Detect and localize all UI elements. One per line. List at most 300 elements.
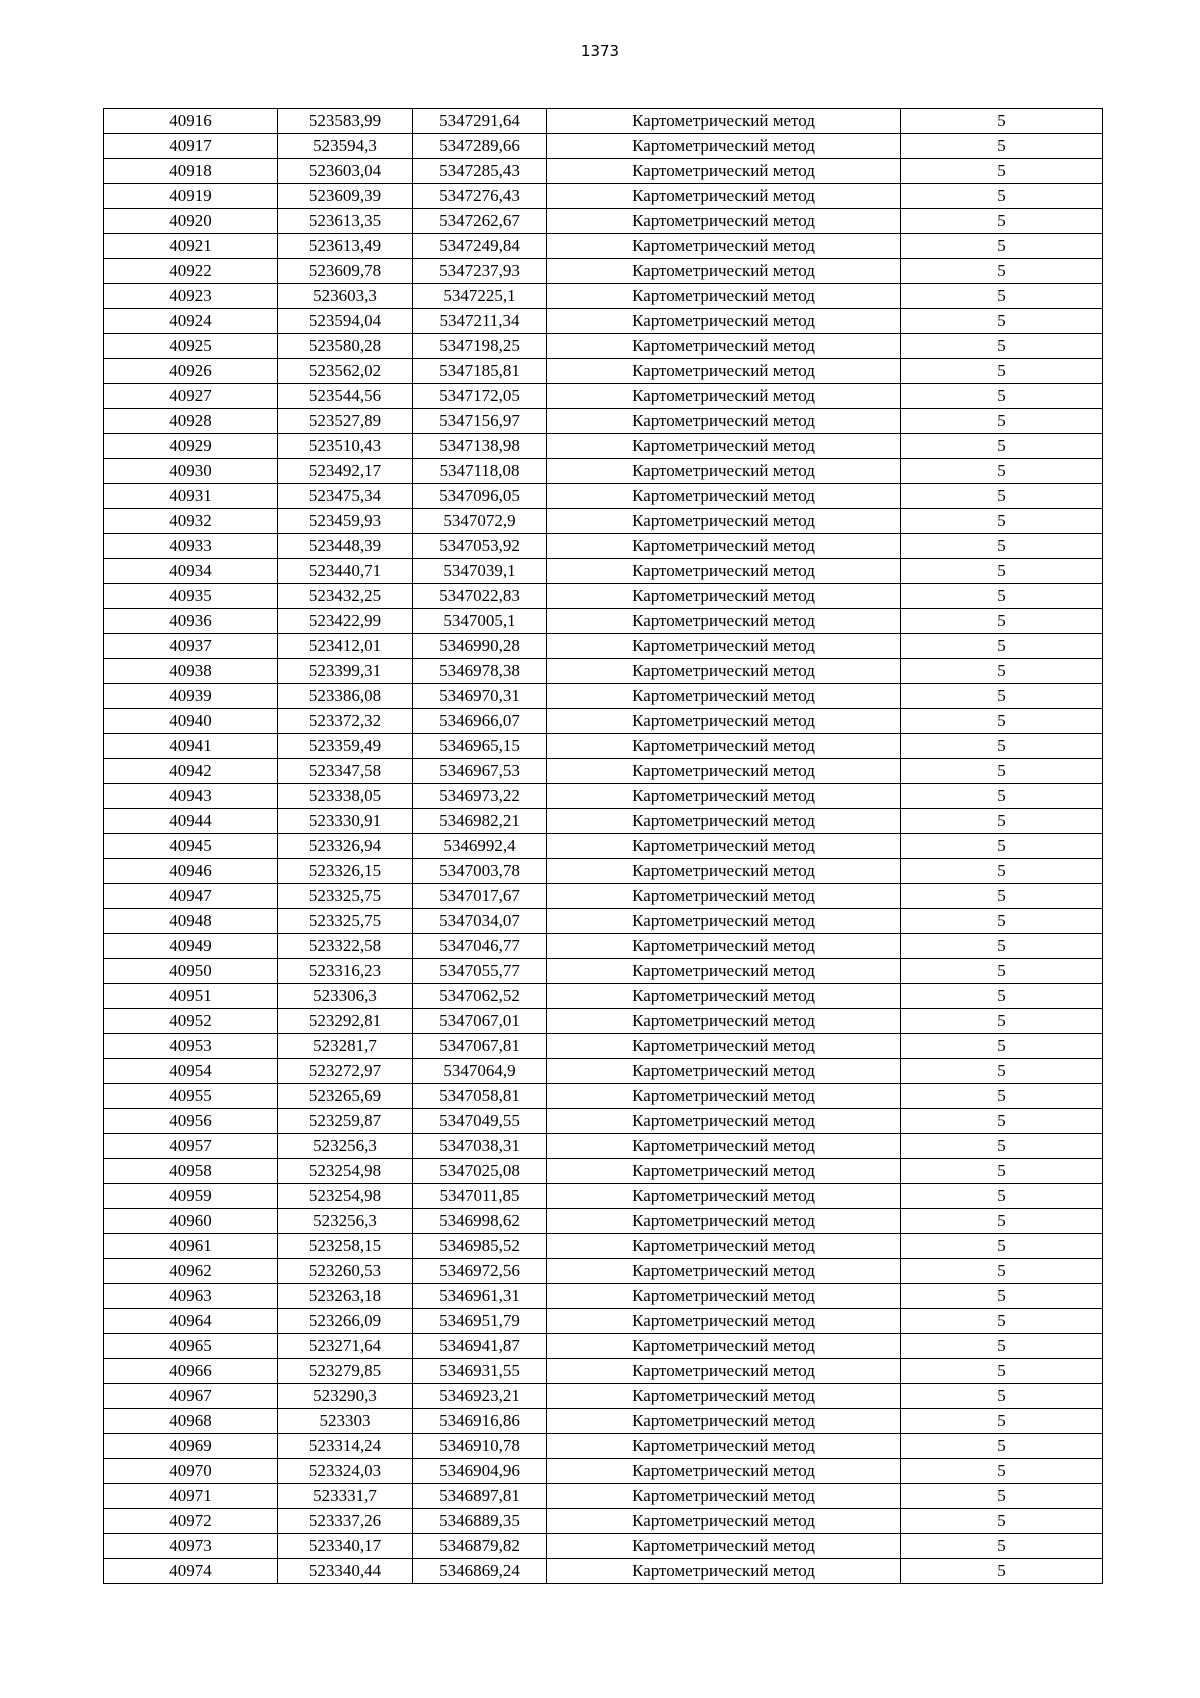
x-coordinate-cell: 523290,3 [278,1384,413,1409]
x-coordinate-cell: 523331,7 [278,1484,413,1509]
y-coordinate-cell: 5346916,86 [413,1409,547,1434]
x-coordinate-cell: 523272,97 [278,1059,413,1084]
x-coordinate-cell: 523340,44 [278,1559,413,1584]
table-row [104,409,1103,434]
method-cell: Картометрический метод [547,1134,901,1159]
table-row [104,834,1103,859]
method-cell: Картометрический метод [547,784,901,809]
accuracy-cell: 5 [901,584,1103,609]
x-coordinate-cell: 523583,99 [278,109,413,134]
y-coordinate-cell: 5347249,84 [413,234,547,259]
table-row [104,1209,1103,1234]
point-number-cell: 40924 [104,309,278,334]
method-cell: Картометрический метод [547,409,901,434]
y-coordinate-cell: 5346923,21 [413,1384,547,1409]
y-coordinate-cell: 5347053,92 [413,534,547,559]
accuracy-cell: 5 [901,384,1103,409]
x-coordinate-cell: 523386,08 [278,684,413,709]
accuracy-cell: 5 [901,734,1103,759]
method-cell: Картометрический метод [547,559,901,584]
x-coordinate-cell: 523580,28 [278,334,413,359]
y-coordinate-cell: 5347198,25 [413,334,547,359]
point-number-cell: 40952 [104,1009,278,1034]
x-coordinate-cell: 523292,81 [278,1009,413,1034]
accuracy-cell: 5 [901,309,1103,334]
point-number-cell: 40948 [104,909,278,934]
y-coordinate-cell: 5347049,55 [413,1109,547,1134]
point-number-cell: 40927 [104,384,278,409]
point-number-cell: 40939 [104,684,278,709]
table-row [104,759,1103,784]
y-coordinate-cell: 5347289,66 [413,134,547,159]
x-coordinate-cell: 523609,39 [278,184,413,209]
accuracy-cell: 5 [901,409,1103,434]
y-coordinate-cell: 5347022,83 [413,584,547,609]
accuracy-cell: 5 [901,534,1103,559]
accuracy-cell: 5 [901,459,1103,484]
table-row [104,1509,1103,1534]
table-row [104,1034,1103,1059]
x-coordinate-cell: 523338,05 [278,784,413,809]
x-coordinate-cell: 523303 [278,1409,413,1434]
y-coordinate-cell: 5346965,15 [413,734,547,759]
y-coordinate-cell: 5347072,9 [413,509,547,534]
x-coordinate-cell: 523256,3 [278,1209,413,1234]
x-coordinate-cell: 523432,25 [278,584,413,609]
accuracy-cell: 5 [901,909,1103,934]
accuracy-cell: 5 [901,434,1103,459]
method-cell: Картометрический метод [547,809,901,834]
y-coordinate-cell: 5347038,31 [413,1134,547,1159]
accuracy-cell: 5 [901,759,1103,784]
point-number-cell: 40950 [104,959,278,984]
point-number-cell: 40936 [104,609,278,634]
accuracy-cell: 5 [901,1034,1103,1059]
table-row [104,1434,1103,1459]
point-number-cell: 40949 [104,934,278,959]
table-row [104,459,1103,484]
table-row [104,609,1103,634]
method-cell: Картометрический метод [547,1084,901,1109]
y-coordinate-cell: 5346992,4 [413,834,547,859]
point-number-cell: 40972 [104,1509,278,1534]
x-coordinate-cell: 523326,15 [278,859,413,884]
accuracy-cell: 5 [901,1509,1103,1534]
y-coordinate-cell: 5346904,96 [413,1459,547,1484]
method-cell: Картометрический метод [547,284,901,309]
point-number-cell: 40938 [104,659,278,684]
table-row [104,509,1103,534]
point-number-cell: 40964 [104,1309,278,1334]
method-cell: Картометрический метод [547,1159,901,1184]
point-number-cell: 40931 [104,484,278,509]
y-coordinate-cell: 5346998,62 [413,1209,547,1234]
accuracy-cell: 5 [901,1384,1103,1409]
method-cell: Картометрический метод [547,1284,901,1309]
point-number-cell: 40965 [104,1334,278,1359]
table-row [104,234,1103,259]
x-coordinate-cell: 523440,71 [278,559,413,584]
point-number-cell: 40943 [104,784,278,809]
method-cell: Картометрический метод [547,609,901,634]
point-number-cell: 40919 [104,184,278,209]
point-number-cell: 40920 [104,209,278,234]
table-row [104,1484,1103,1509]
table-row [104,784,1103,809]
x-coordinate-cell: 523603,04 [278,159,413,184]
method-cell: Картометрический метод [547,209,901,234]
point-number-cell: 40916 [104,109,278,134]
x-coordinate-cell: 523316,23 [278,959,413,984]
method-cell: Картометрический метод [547,259,901,284]
x-coordinate-cell: 523322,58 [278,934,413,959]
x-coordinate-cell: 523281,7 [278,1034,413,1059]
x-coordinate-cell: 523527,89 [278,409,413,434]
method-cell: Картометрический метод [547,1184,901,1209]
table-row [104,1184,1103,1209]
accuracy-cell: 5 [901,659,1103,684]
y-coordinate-cell: 5346889,35 [413,1509,547,1534]
x-coordinate-cell: 523475,34 [278,484,413,509]
y-coordinate-cell: 5347039,1 [413,559,547,584]
x-coordinate-cell: 523326,94 [278,834,413,859]
method-cell: Картометрический метод [547,109,901,134]
table-row [104,884,1103,909]
x-coordinate-cell: 523265,69 [278,1084,413,1109]
table-row [104,1409,1103,1434]
y-coordinate-cell: 5347025,08 [413,1159,547,1184]
y-coordinate-cell: 5346931,55 [413,1359,547,1384]
accuracy-cell: 5 [901,984,1103,1009]
method-cell: Картометрический метод [547,1509,901,1534]
method-cell: Картометрический метод [547,1434,901,1459]
accuracy-cell: 5 [901,284,1103,309]
accuracy-cell: 5 [901,934,1103,959]
accuracy-cell: 5 [901,234,1103,259]
x-coordinate-cell: 523422,99 [278,609,413,634]
table-row [104,684,1103,709]
y-coordinate-cell: 5347285,43 [413,159,547,184]
x-coordinate-cell: 523266,09 [278,1309,413,1334]
x-coordinate-cell: 523256,3 [278,1134,413,1159]
point-number-cell: 40934 [104,559,278,584]
point-number-cell: 40937 [104,634,278,659]
table-row [104,259,1103,284]
accuracy-cell: 5 [901,184,1103,209]
y-coordinate-cell: 5346973,22 [413,784,547,809]
accuracy-cell: 5 [901,159,1103,184]
method-cell: Картометрический метод [547,1384,901,1409]
point-number-cell: 40957 [104,1134,278,1159]
accuracy-cell: 5 [901,784,1103,809]
point-number-cell: 40971 [104,1484,278,1509]
y-coordinate-cell: 5346897,81 [413,1484,547,1509]
y-coordinate-cell: 5347172,05 [413,384,547,409]
table-row [104,559,1103,584]
method-cell: Картометрический метод [547,734,901,759]
y-coordinate-cell: 5347118,08 [413,459,547,484]
point-number-cell: 40955 [104,1084,278,1109]
y-coordinate-cell: 5346966,07 [413,709,547,734]
point-number-cell: 40921 [104,234,278,259]
accuracy-cell: 5 [901,884,1103,909]
table-row [104,1384,1103,1409]
accuracy-cell: 5 [901,834,1103,859]
table-row [104,1134,1103,1159]
x-coordinate-cell: 523603,3 [278,284,413,309]
table-row [104,984,1103,1009]
accuracy-cell: 5 [901,1309,1103,1334]
accuracy-cell: 5 [901,1234,1103,1259]
method-cell: Картометрический метод [547,884,901,909]
x-coordinate-cell: 523412,01 [278,634,413,659]
accuracy-cell: 5 [901,1284,1103,1309]
accuracy-cell: 5 [901,1259,1103,1284]
table-row [104,1159,1103,1184]
accuracy-cell: 5 [901,1359,1103,1384]
accuracy-cell: 5 [901,1109,1103,1134]
x-coordinate-cell: 523259,87 [278,1109,413,1134]
accuracy-cell: 5 [901,134,1103,159]
x-coordinate-cell: 523594,3 [278,134,413,159]
x-coordinate-cell: 523594,04 [278,309,413,334]
point-number-cell: 40956 [104,1109,278,1134]
table-row [104,359,1103,384]
x-coordinate-cell: 523279,85 [278,1359,413,1384]
method-cell: Картометрический метод [547,1534,901,1559]
accuracy-cell: 5 [901,1334,1103,1359]
table-row [104,534,1103,559]
y-coordinate-cell: 5346972,56 [413,1259,547,1284]
method-cell: Картометрический метод [547,484,901,509]
point-number-cell: 40944 [104,809,278,834]
x-coordinate-cell: 523399,31 [278,659,413,684]
accuracy-cell: 5 [901,1084,1103,1109]
accuracy-cell: 5 [901,1434,1103,1459]
method-cell: Картометрический метод [547,984,901,1009]
table-row [104,1359,1103,1384]
method-cell: Картометрический метод [547,1109,901,1134]
table-row [104,909,1103,934]
y-coordinate-cell: 5346910,78 [413,1434,547,1459]
method-cell: Картометрический метод [547,859,901,884]
point-number-cell: 40922 [104,259,278,284]
x-coordinate-cell: 523330,91 [278,809,413,834]
coordinates-table [103,108,1103,1584]
y-coordinate-cell: 5346879,82 [413,1534,547,1559]
method-cell: Картометрический метод [547,659,901,684]
table-row [104,584,1103,609]
method-cell: Картометрический метод [547,959,901,984]
page-number: 1373 [580,42,620,60]
x-coordinate-cell: 523324,03 [278,1459,413,1484]
method-cell: Картометрический метод [547,459,901,484]
point-number-cell: 40954 [104,1059,278,1084]
table-row [104,1259,1103,1284]
point-number-cell: 40926 [104,359,278,384]
point-number-cell: 40958 [104,1159,278,1184]
x-coordinate-cell: 523613,35 [278,209,413,234]
table-row [104,1334,1103,1359]
y-coordinate-cell: 5347237,93 [413,259,547,284]
table-row [104,1009,1103,1034]
x-coordinate-cell: 523340,17 [278,1534,413,1559]
x-coordinate-cell: 523448,39 [278,534,413,559]
y-coordinate-cell: 5347096,05 [413,484,547,509]
point-number-cell: 40953 [104,1034,278,1059]
y-coordinate-cell: 5346869,24 [413,1559,547,1584]
table-row [104,709,1103,734]
x-coordinate-cell: 523258,15 [278,1234,413,1259]
table-row [104,384,1103,409]
accuracy-cell: 5 [901,109,1103,134]
accuracy-cell: 5 [901,1484,1103,1509]
point-number-cell: 40966 [104,1359,278,1384]
table-row [104,334,1103,359]
accuracy-cell: 5 [901,209,1103,234]
table-row [104,634,1103,659]
accuracy-cell: 5 [901,1534,1103,1559]
method-cell: Картометрический метод [547,359,901,384]
table-row [104,109,1103,134]
x-coordinate-cell: 523510,43 [278,434,413,459]
accuracy-cell: 5 [901,559,1103,584]
x-coordinate-cell: 523271,64 [278,1334,413,1359]
method-cell: Картометрический метод [547,834,901,859]
table-row [104,934,1103,959]
point-number-cell: 40960 [104,1209,278,1234]
accuracy-cell: 5 [901,634,1103,659]
point-number-cell: 40967 [104,1384,278,1409]
table-row [104,1084,1103,1109]
x-coordinate-cell: 523314,24 [278,1434,413,1459]
method-cell: Картометрический метод [547,634,901,659]
y-coordinate-cell: 5347011,85 [413,1184,547,1209]
method-cell: Картометрический метод [547,1059,901,1084]
x-coordinate-cell: 523337,26 [278,1509,413,1534]
y-coordinate-cell: 5347017,67 [413,884,547,909]
y-coordinate-cell: 5347067,81 [413,1034,547,1059]
x-coordinate-cell: 523325,75 [278,884,413,909]
x-coordinate-cell: 523254,98 [278,1184,413,1209]
table-row [104,434,1103,459]
method-cell: Картометрический метод [547,759,901,784]
method-cell: Картометрический метод [547,584,901,609]
method-cell: Картометрический метод [547,134,901,159]
accuracy-cell: 5 [901,1409,1103,1434]
x-coordinate-cell: 523359,49 [278,734,413,759]
y-coordinate-cell: 5347062,52 [413,984,547,1009]
accuracy-cell: 5 [901,1459,1103,1484]
table-row [104,734,1103,759]
accuracy-cell: 5 [901,1159,1103,1184]
table-row [104,484,1103,509]
method-cell: Картометрический метод [547,234,901,259]
x-coordinate-cell: 523544,56 [278,384,413,409]
point-number-cell: 40973 [104,1534,278,1559]
accuracy-cell: 5 [901,809,1103,834]
point-number-cell: 40942 [104,759,278,784]
table-row [104,1284,1103,1309]
x-coordinate-cell: 523609,78 [278,259,413,284]
y-coordinate-cell: 5347046,77 [413,934,547,959]
method-cell: Картометрический метод [547,1209,901,1234]
table-row [104,209,1103,234]
point-number-cell: 40940 [104,709,278,734]
point-number-cell: 40928 [104,409,278,434]
y-coordinate-cell: 5346990,28 [413,634,547,659]
method-cell: Картометрический метод [547,309,901,334]
table-row [104,159,1103,184]
accuracy-cell: 5 [901,684,1103,709]
x-coordinate-cell: 523263,18 [278,1284,413,1309]
coordinates-table-body [104,109,1103,1584]
accuracy-cell: 5 [901,1559,1103,1584]
method-cell: Картометрический метод [547,334,901,359]
x-coordinate-cell: 523459,93 [278,509,413,534]
x-coordinate-cell: 523254,98 [278,1159,413,1184]
method-cell: Картометрический метод [547,509,901,534]
point-number-cell: 40941 [104,734,278,759]
method-cell: Картометрический метод [547,909,901,934]
method-cell: Картометрический метод [547,1009,901,1034]
table-row [104,659,1103,684]
x-coordinate-cell: 523325,75 [278,909,413,934]
accuracy-cell: 5 [901,1009,1103,1034]
point-number-cell: 40968 [104,1409,278,1434]
table-row [104,1059,1103,1084]
x-coordinate-cell: 523562,02 [278,359,413,384]
table-row [104,959,1103,984]
y-coordinate-cell: 5347067,01 [413,1009,547,1034]
y-coordinate-cell: 5346951,79 [413,1309,547,1334]
point-number-cell: 40930 [104,459,278,484]
y-coordinate-cell: 5347003,78 [413,859,547,884]
point-number-cell: 40959 [104,1184,278,1209]
method-cell: Картометрический метод [547,1359,901,1384]
method-cell: Картометрический метод [547,534,901,559]
table-row [104,184,1103,209]
x-coordinate-cell: 523260,53 [278,1259,413,1284]
point-number-cell: 40974 [104,1559,278,1584]
y-coordinate-cell: 5347005,1 [413,609,547,634]
y-coordinate-cell: 5346985,52 [413,1234,547,1259]
y-coordinate-cell: 5347225,1 [413,284,547,309]
point-number-cell: 40946 [104,859,278,884]
point-number-cell: 40917 [104,134,278,159]
accuracy-cell: 5 [901,959,1103,984]
x-coordinate-cell: 523347,58 [278,759,413,784]
table-row [104,134,1103,159]
method-cell: Картометрический метод [547,1459,901,1484]
accuracy-cell: 5 [901,1184,1103,1209]
y-coordinate-cell: 5347276,43 [413,184,547,209]
accuracy-cell: 5 [901,509,1103,534]
point-number-cell: 40969 [104,1434,278,1459]
method-cell: Картометрический метод [547,1334,901,1359]
method-cell: Картометрический метод [547,1484,901,1509]
method-cell: Картометрический метод [547,184,901,209]
x-coordinate-cell: 523613,49 [278,234,413,259]
accuracy-cell: 5 [901,359,1103,384]
accuracy-cell: 5 [901,1134,1103,1159]
method-cell: Картометрический метод [547,1259,901,1284]
point-number-cell: 40929 [104,434,278,459]
accuracy-cell: 5 [901,1059,1103,1084]
point-number-cell: 40947 [104,884,278,909]
y-coordinate-cell: 5347064,9 [413,1059,547,1084]
method-cell: Картометрический метод [547,709,901,734]
